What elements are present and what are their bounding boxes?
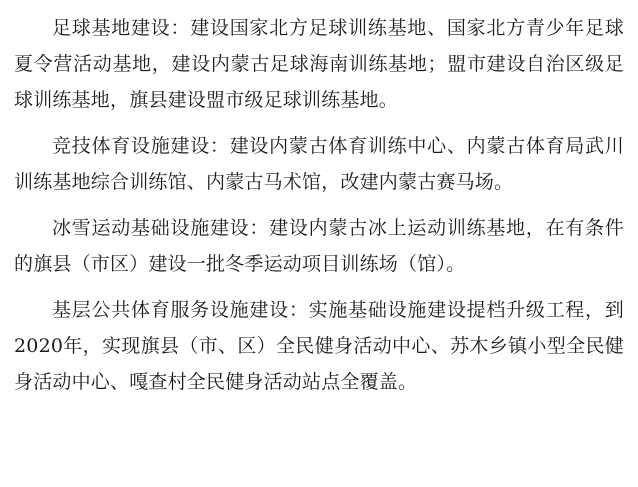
paragraph-football-base: [14, 10, 624, 118]
paragraph-body: 建设内蒙古冰上运动训练基地，在有条件的旗县（市区）建设一批冬季运动项目训练场（馆）。: [14, 217, 624, 275]
paragraph-lead: 冰雪运动基础设施建设：: [52, 217, 270, 239]
paragraph-lead: 竞技体育设施建设：: [52, 135, 230, 157]
paragraph-competitive-sports: [14, 128, 624, 200]
paragraph-winter-sports: [14, 210, 624, 282]
paragraph-body: 建设内蒙古体育训练中心、内蒙古体育局武川训练基地综合训练馆、内蒙古马术馆，改建内蒙古赛马场。: [14, 135, 624, 193]
paragraph-lead: 基层公共体育服务设施建设：: [52, 299, 309, 321]
paragraph-body: 建设国家北方足球训练基地、国家北方青少年足球夏令营活动基地，建设内蒙古足球海南训练基地；盟市建设自治区级足球训练基地，旗县建设盟市级足球训练基地。: [14, 17, 624, 111]
paragraph-body: 实施基础设施建设提档升级工程，到2020年，实现旗县（市、区）全民健身活动中心、苏木乡镇小型全民健身活动中心、嘎查村全民健身活动站点全覆盖。: [14, 299, 624, 393]
paragraph-public-sports-service: [14, 292, 624, 400]
paragraph-lead: 足球基地建设：: [52, 17, 191, 39]
